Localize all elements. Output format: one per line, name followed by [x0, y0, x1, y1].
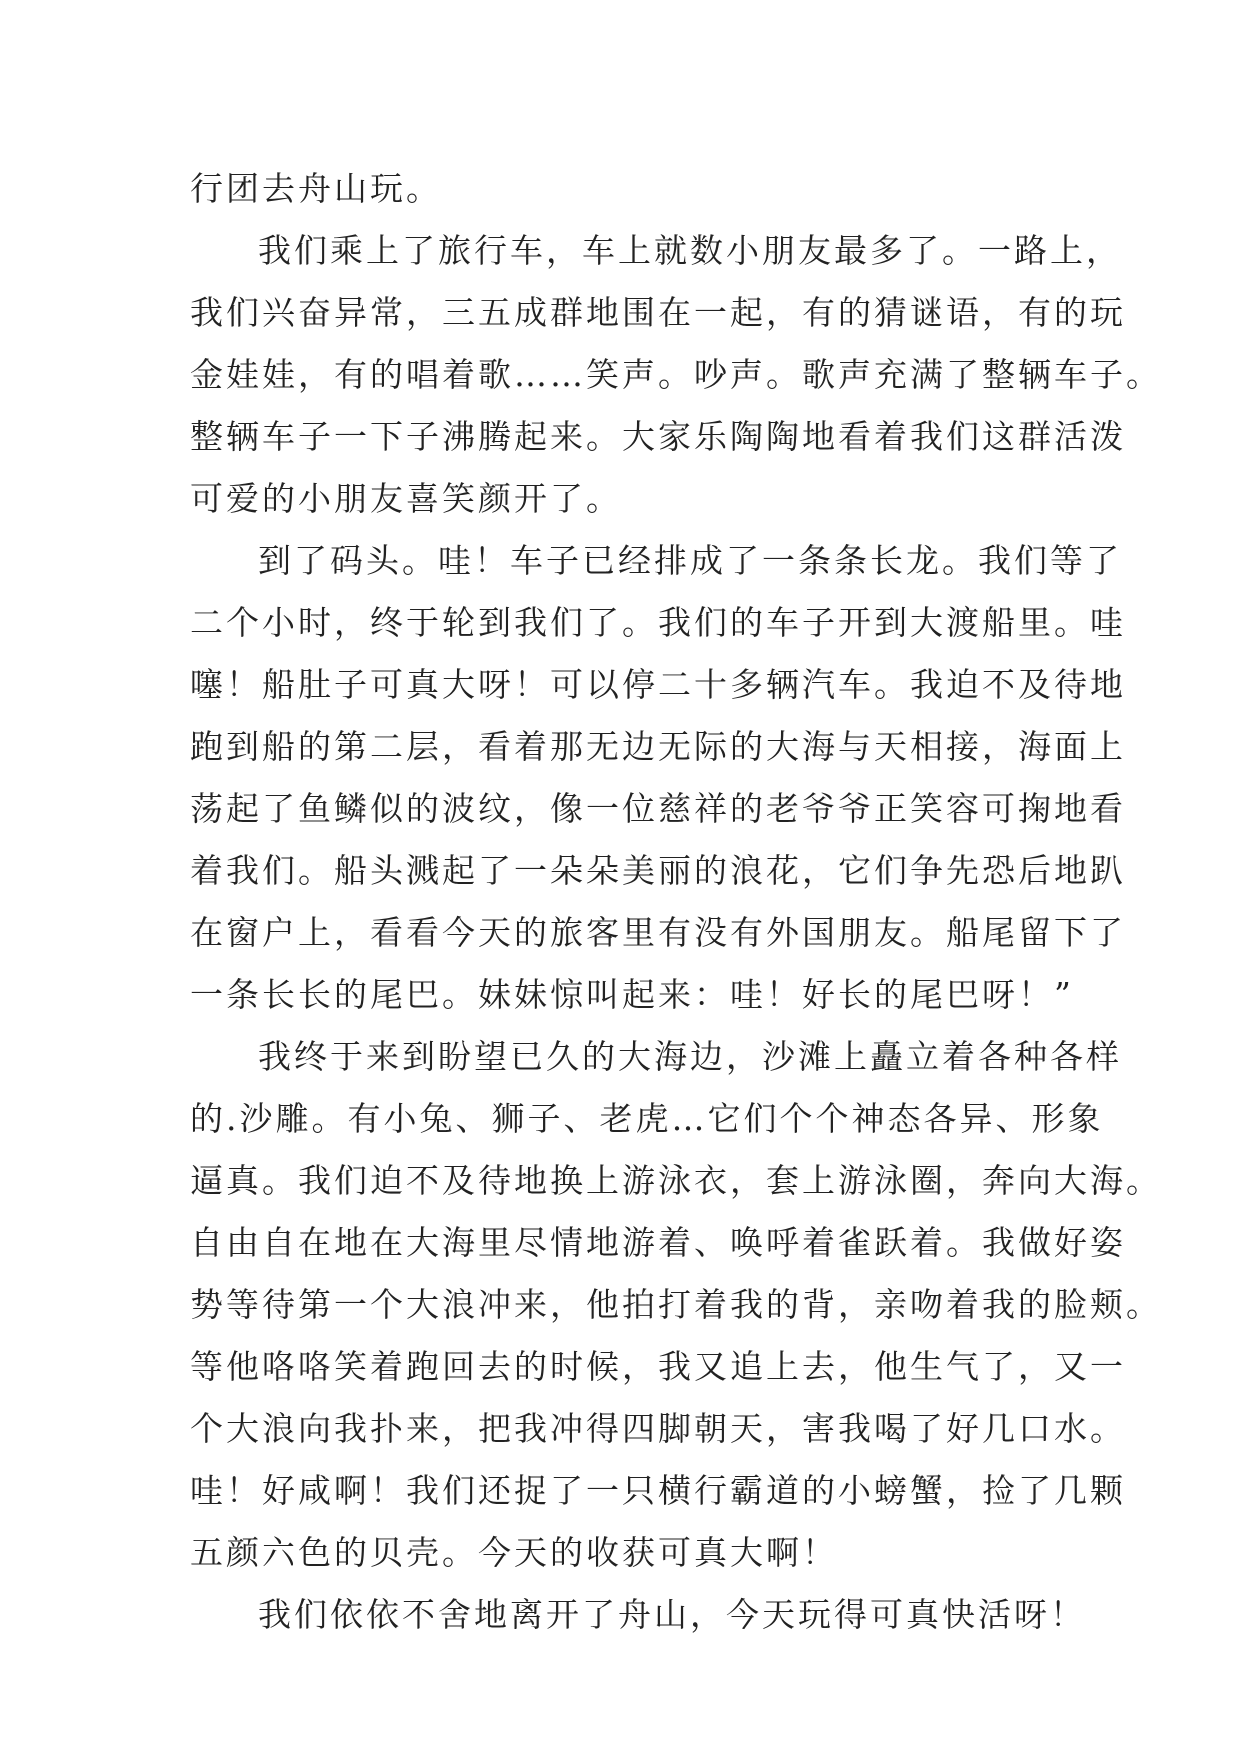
text-line: 金娃娃，有的唱着歌……笑声。吵声。歌声充满了整辆车子。 — [190, 355, 1162, 394]
text-line: 个大浪向我扑来，把我冲得四脚朝天，害我喝了好几口水。 — [190, 1409, 1126, 1448]
paragraph-first-line: 我们依依不舍地离开了舟山，今天玩得可真快活呀！ — [258, 1595, 1086, 1634]
text-line: 自由自在地在大海里尽情地游着、唤呼着雀跃着。我做好姿 — [190, 1223, 1126, 1262]
text-line: 哇！好咸啊！我们还捉了一只横行霸道的小螃蟹，捡了几颗 — [190, 1471, 1126, 1510]
text-line: 整辆车子一下子沸腾起来。大家乐陶陶地看着我们这群活泼 — [190, 417, 1126, 456]
text-line: 噻！船肚子可真大呀！可以停二十多辆汽车。我迫不及待地 — [190, 665, 1126, 704]
text-line: 五颜六色的贝壳。今天的收获可真大啊！ — [190, 1533, 838, 1572]
text-line: 荡起了鱼鳞似的波纹，像一位慈祥的老爷爷正笑容可掬地看 — [190, 789, 1126, 828]
text-line: 势等待第一个大浪冲来，他拍打着我的背，亲吻着我的脸颊。 — [190, 1285, 1162, 1324]
text-line: 可爱的小朋友喜笑颜开了。 — [190, 479, 622, 518]
paragraph-first-line: 我们乘上了旅行车，车上就数小朋友最多了。一路上， — [258, 231, 1122, 270]
text-line: 一条长长的尾巴。妹妹惊叫起来：哇！好长的尾巴呀！” — [190, 975, 1074, 1014]
text-line: 我们兴奋异常，三五成群地围在一起，有的猜谜语，有的玩 — [190, 293, 1126, 332]
text-line: 逼真。我们迫不及待地换上游泳衣，套上游泳圈，奔向大海。 — [190, 1161, 1162, 1200]
text-line: 行团去舟山玩。 — [190, 169, 442, 208]
paragraph-first-line: 我终于来到盼望已久的大海边，沙滩上矗立着各种各样 — [258, 1037, 1122, 1076]
text-line: 的.沙雕。有小兔、狮子、老虎…它们个个神态各异、形象 — [190, 1099, 1104, 1138]
essay-body — [190, 158, 1162, 1646]
text-line: 二个小时，终于轮到我们了。我们的车子开到大渡船里。哇 — [190, 603, 1126, 642]
paragraph-first-line: 到了码头。哇！车子已经排成了一条条长龙。我们等了 — [258, 541, 1122, 580]
text-line: 在窗户上，看看今天的旅客里有没有外国朋友。船尾留下了 — [190, 913, 1126, 952]
text-line: 着我们。船头溅起了一朵朵美丽的浪花，它们争先恐后地趴 — [190, 851, 1126, 890]
text-line: 跑到船的第二层，看着那无边无际的大海与天相接，海面上 — [190, 727, 1126, 766]
text-line: 等他咯咯笑着跑回去的时候，我又追上去，他生气了，又一 — [190, 1347, 1126, 1386]
